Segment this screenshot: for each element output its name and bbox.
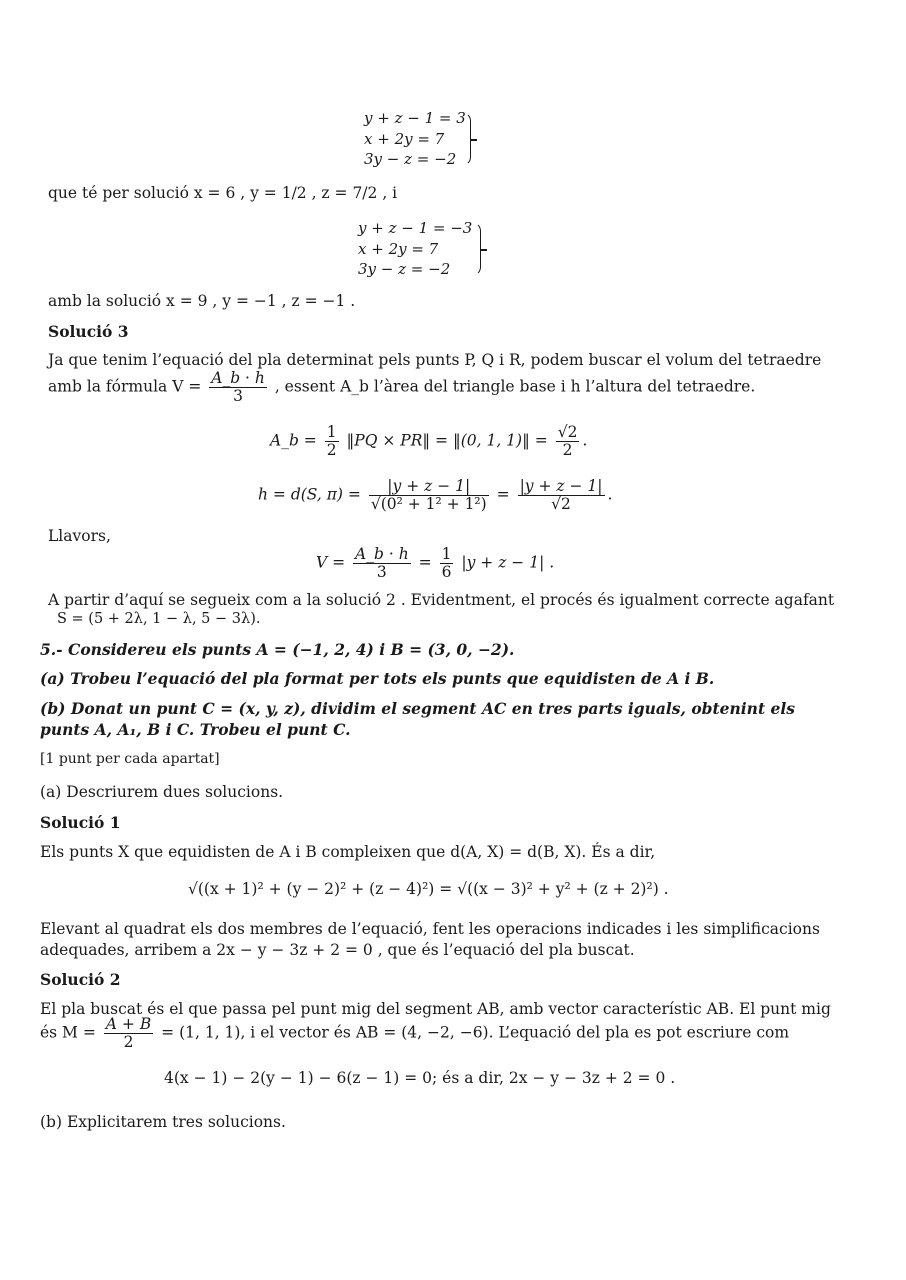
sol1-heading: Solució 1 — [40, 813, 121, 832]
midpoint-frac-den: 2 — [123, 1033, 134, 1052]
part-b-intro: (b) Explicitarem tres solucions. — [40, 1113, 286, 1131]
sol1-text: Els punts X que equidisten de A i B compleixen que d(A, X) = d(B, X). És a dir, — [40, 843, 656, 861]
eq-v-frac2 — [440, 546, 454, 581]
sol1-after-line2: adequades, arribem a 2x − y − 3z + 2 = 0 , que és l’equació del pla buscat. — [40, 941, 635, 959]
sol2-text1: El pla buscat és el que passa pel punt mig del segment AB, amb vector característic AB. El punt mig — [40, 1000, 831, 1018]
eq-ab-half-den: 2 — [326, 441, 337, 460]
part-a-intro: (a) Descriurem dues solucions. — [40, 783, 284, 801]
problem5-part-a: (a) Trobeu l’equació del pla format per tots els punts que equidisten de A i B. — [40, 669, 715, 688]
midpoint-frac-num: A + B — [105, 1015, 152, 1033]
system2-eq1: y + z − 1 = −3 — [358, 219, 473, 237]
problem5-part-b-line2: punts A, A₁, B i C. Trobeu el punt C. — [40, 720, 351, 739]
sol2-text2-a: és M = — [40, 1023, 96, 1042]
volume-frac-num: A_b · h — [211, 369, 265, 387]
eq-v-frac1 — [353, 546, 411, 581]
equation-area-base: A_b = $\frac{1}{2}$ ‖PQ × PR‖ = ‖(0, 1, 1)‖ = $\frac{√2}{2}$ . — [270, 423, 588, 460]
sol3-heading: Solució 3 — [48, 322, 129, 341]
solution-line-2: amb la solució x = 9 , y = −1 , z = −1 . — [48, 292, 356, 310]
eq-h-frac1 — [369, 478, 489, 513]
problem5-part-b-line1: (b) Donat un punt C = (x, y, z), dividim el segment AC en tres parts iguals, obtenint els — [40, 699, 795, 718]
eq-v-den: 3 — [376, 563, 387, 582]
equation-volume — [316, 546, 554, 581]
eq-h-left: h = d(S, π) = — [258, 485, 361, 504]
llavors-text: Llavors, — [48, 527, 111, 545]
brace-1 — [462, 112, 471, 166]
sol3-para1: Ja que tenim l’equació del pla determinat pels punts P, Q i R, podem buscar el volum del tetraedre — [48, 351, 822, 369]
system1-eq2: x + 2y = 7 — [364, 129, 445, 148]
eq-h-den: √(0² + 1² + 1²) — [370, 495, 487, 514]
sol2-text2 — [40, 1016, 789, 1051]
system2-eq3: 3y − z = −2 — [358, 260, 451, 278]
volume-fraction — [209, 370, 267, 405]
eq-ab-result — [556, 424, 580, 459]
equation-system-1 — [364, 108, 466, 170]
eq-ab-half — [325, 424, 339, 459]
sol2-heading: Solució 2 — [40, 970, 121, 989]
eq-ab-mid: ‖PQ × PR‖ = ‖(0, 1, 1)‖ = — [346, 431, 548, 450]
eq-ab-half-num: 1 — [326, 423, 337, 441]
eq-h-frac2 — [518, 478, 605, 513]
brace-2 — [472, 222, 481, 276]
sol1-equation: √((x + 1)² + (y − 2)² + (z − 4)²) = √((x − 3)² + y² + (z + 2)²) . — [188, 880, 669, 898]
eq-ab-result-den: 2 — [562, 441, 573, 460]
sol3-para2-b: , essent A_b l’àrea del triangle base i h l’altura del tetraedre. — [274, 377, 756, 396]
system2-eq2: x + 2y = 7 — [358, 239, 439, 258]
system1-eq1: y + z − 1 = 3 — [364, 109, 466, 127]
points-note: [1 punt per cada apartat] — [40, 751, 220, 767]
eq-h-den2: √2 — [551, 495, 571, 514]
eq-v-left: V = — [316, 553, 346, 572]
eq-v-den2: 6 — [441, 563, 452, 582]
volume-frac-den: 3 — [233, 387, 243, 406]
sol3-para3b: S = (5 + 2λ, 1 − λ, 5 − 3λ). — [57, 611, 261, 627]
eq-v-num2: 1 — [441, 545, 452, 563]
eq-v-right: |y + z − 1| . — [461, 553, 555, 572]
solution-line-1: que té per solució x = 6 , y = 1/2 , z = 7/2 , i — [48, 184, 398, 202]
eq-h-num2: |y + z − 1| — [519, 477, 603, 495]
eq-v-num: A_b · h — [355, 545, 409, 563]
system1-eq3: 3y − z = −2 — [364, 150, 457, 168]
eq-h-equals: = — [496, 485, 510, 504]
midpoint-fraction — [104, 1016, 153, 1051]
sol2-text2-b: = (1, 1, 1), i el vector és AB = (4, −2, −6). L’equació del pla es pot escriure com — [161, 1023, 790, 1042]
eq-v-equals: = — [418, 553, 432, 572]
eq-ab-result-num: √2 — [557, 423, 578, 441]
equation-system-2 — [358, 218, 472, 280]
problem5-title: 5.- Considereu els punts A = (−1, 2, 4) i B = (3, 0, −2). — [40, 640, 515, 659]
sol3-para2-a: amb la fórmula V = — [48, 377, 202, 396]
sol2-equation: 4(x − 1) − 2(y − 1) − 6(z − 1) = 0; és a dir, 2x − y − 3z + 2 = 0 . — [164, 1069, 676, 1087]
sol3-para3: A partir d’aquí se segueix com a la solució 2 . Evidentment, el procés és igualment correcte agafant — [48, 591, 835, 609]
sol3-para2 — [48, 370, 755, 405]
sol1-after-line1: Elevant al quadrat els dos membres de l’equació, fent les operacions indicades i les simplificacions — [40, 920, 820, 938]
eq-h-num: |y + z − 1| — [369, 478, 489, 496]
eq-ab-left: A_b = — [270, 431, 317, 450]
equation-height: h = d(S, π) = $\frac{|y + z - 1|}{\text{√(0² + 1² + 1²)}}$ = $\frac{|y + z - 1|}{√2}$ . — [258, 477, 613, 514]
